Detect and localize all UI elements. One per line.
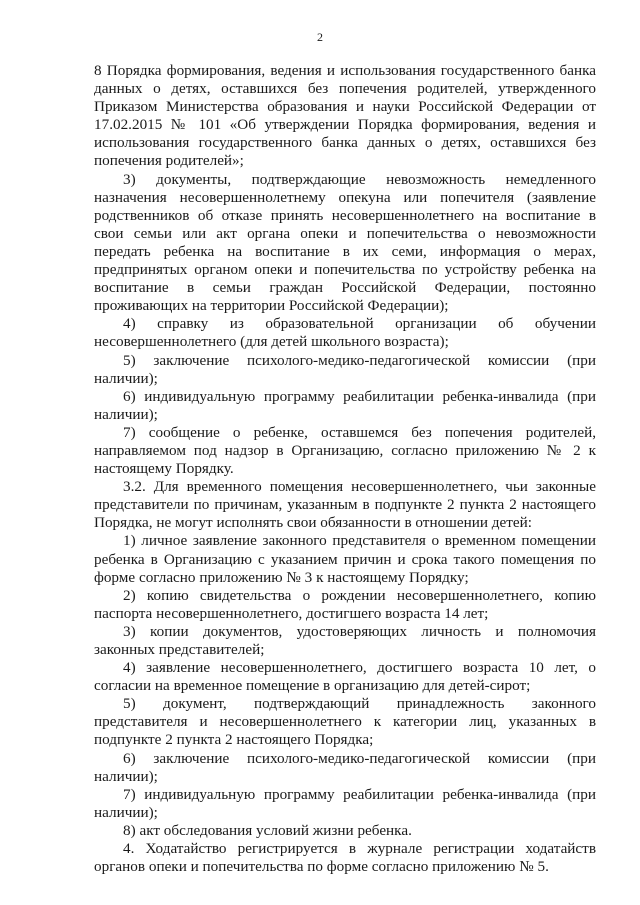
paragraph: 1) личное заявление законного представителя о временном помещении ребенка в Организацию с указанием причин и срока такого помещения по форме согласно приложению № 3 к настоящему Порядку; [94, 532, 596, 586]
paragraph: 4) справку из образовательной организации об обучении несовершеннолетнего (для детей школьного возраста); [94, 315, 596, 351]
paragraph: 2) копию свидетельства о рождении несовершеннолетнего, копию паспорта несовершеннолетнего, достигшего возраста 14 лет; [94, 586, 596, 622]
paragraph: 5) документ, подтверждающий принадлежность законного представителя и несовершеннолетнего к категории лиц, указанных в подпункте 2 пункта 2 настоящего Порядка; [94, 695, 596, 749]
page-number: 2 [317, 30, 323, 44]
paragraph: 7) сообщение о ребенке, оставшемся без попечения родителей, направляемом под надзор в Организацию, согласно приложению № 2 к настоящему Порядку. [94, 423, 596, 478]
paragraph: 4) заявление несовершеннолетнего, достигшего возраста 10 лет, о согласии на временное помещение в организацию для детей-сирот; [94, 659, 596, 695]
paragraph: 8) акт обследования условий жизни ребенка. [123, 821, 412, 839]
paragraph: 3) копии документов, удостоверяющих личность и полномочия законных представителей; [94, 622, 596, 658]
paragraph: 7) индивидуальную программу реабилитации ребенка-инвалида (при наличии); [94, 785, 596, 821]
paragraph: 4. Ходатайство регистрируется в журнале регистрации ходатайств органов опеки и попечительства по форме согласно приложению № 5. [94, 840, 596, 876]
paragraph: 6) индивидуальную программу реабилитации ребенка-инвалида (при наличии); [94, 387, 596, 423]
document-body [94, 62, 596, 876]
paragraph: 6) заключение психолого-медико-педагогической комиссии (при наличии); [94, 749, 596, 785]
paragraph: 5) заключение психолого-медико-педагогической комиссии (при наличии); [94, 351, 596, 387]
paragraph: 8 Порядка формирования, ведения и использования государственного банка данных о детях, оставшихся без попечения родителей, утвержденного Приказом Министерства образования и науки Российской Федерации от 17.02.2015 № 101 «Об утверждении Порядка формирования, ведения и использования государственного банка данных о детях, оставшихся без попечения родителей»; [94, 62, 596, 170]
paragraph: 3.2. Для временного помещения несовершеннолетнего, чьи законные представители по причинам, указанным в подпункте 2 пункта 2 настоящего Порядка, не могут исполнять свои обязанности в отношении детей: [94, 478, 596, 532]
paragraph: 3) документы, подтверждающие невозможность немедленного назначения несовершеннолетнему опекуна или попечителя (заявление родственников об отказе принять несовершеннолетнего на воспитание в свои семьи или акт органа опеки и попечительства о невозможности передать ребенка на воспитание в их семи, информация о мерах, предпринятых органом опеки и попечительства по устройству ребенка на воспитание в семьи граждан Российской Федерации, постоянно проживающих на территории Российской Федерации); [94, 170, 596, 315]
